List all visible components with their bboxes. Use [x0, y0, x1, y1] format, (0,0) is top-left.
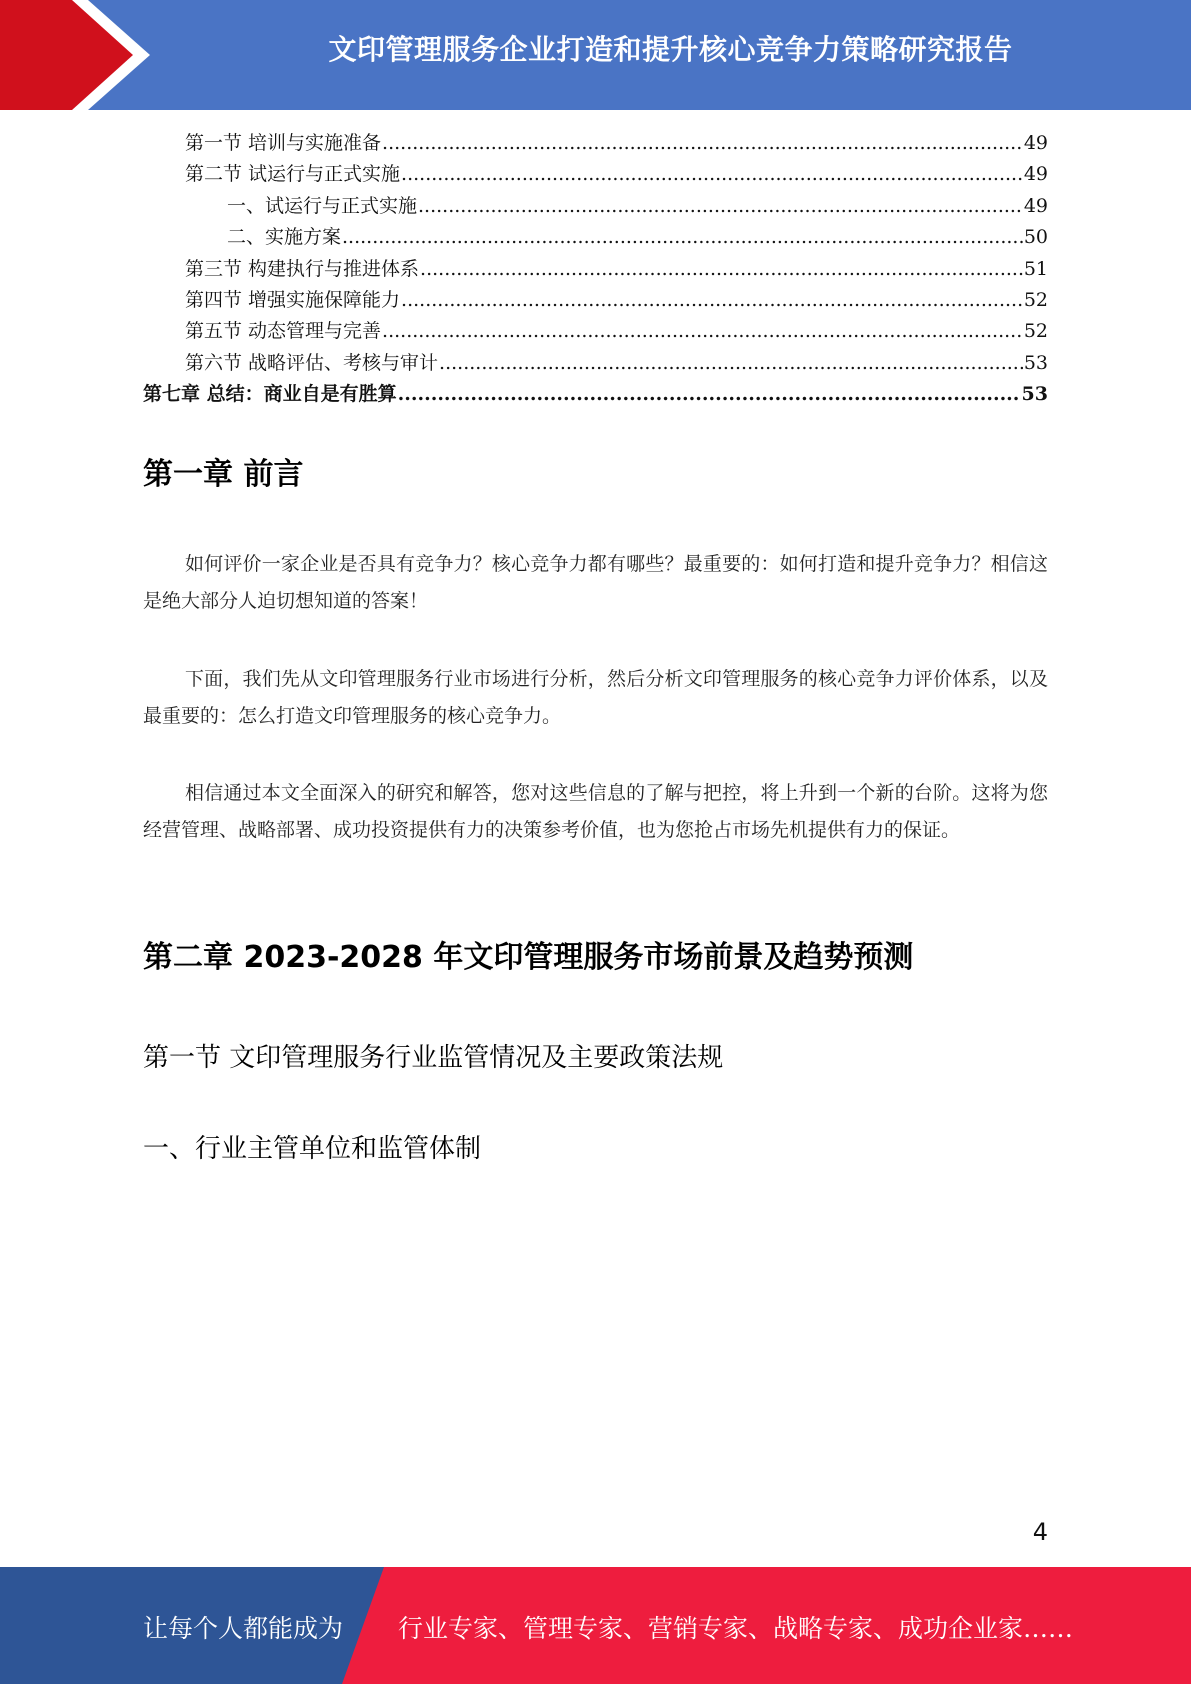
toc-entry-page: 49: [1023, 132, 1048, 154]
table-of-contents: [143, 128, 1048, 411]
chapter-1-heading: 第一章 前言: [143, 457, 304, 492]
toc-entry[interactable]: [143, 159, 1048, 190]
toc-dot-leader: [439, 348, 1023, 379]
toc-entry-title: 第六节 战略评估、考核与审计: [185, 351, 439, 374]
toc-entry-page: 52: [1023, 320, 1048, 343]
toc-dot-leader: [382, 316, 1023, 347]
toc-entry[interactable]: [143, 222, 1048, 253]
toc-entry-page: 53: [1021, 383, 1048, 406]
toc-entry-title: 二、实施方案: [227, 226, 342, 249]
toc-entry-title: 第三节 构建执行与推进体系: [185, 257, 420, 280]
page-footer: [0, 1567, 1191, 1684]
toc-dot-leader: [418, 191, 1023, 222]
toc-entry[interactable]: [143, 285, 1048, 316]
page-header: [0, 0, 1191, 110]
footer-slogan-left: 让每个人都能成为: [143, 1614, 344, 1643]
toc-dot-leader: [401, 159, 1023, 190]
toc-entry-title: 一、试运行与正式实施: [227, 194, 418, 217]
toc-dot-leader: [382, 128, 1023, 159]
toc-entry[interactable]: [143, 316, 1048, 347]
toc-entry-page: 49: [1023, 163, 1048, 186]
toc-entry-page: 50: [1023, 226, 1048, 249]
toc-entry-title: 第七章 总结：商业自是有胜算: [143, 383, 397, 406]
toc-dot-leader: [420, 254, 1023, 285]
toc-entry-page: 53: [1023, 351, 1048, 374]
section-heading: 第一节 文印管理服务行业监管情况及主要政策法规: [143, 1043, 724, 1073]
toc-dot-leader: [398, 379, 1021, 410]
toc-entry-title: 第五节 动态管理与完善: [185, 320, 382, 343]
toc-entry-title: 第一节 培训与实施准备: [185, 132, 382, 154]
toc-entry[interactable]: [143, 128, 1048, 159]
toc-entry[interactable]: [143, 348, 1048, 379]
header-chevron-decoration: [0, 0, 160, 110]
toc-chapter-entry[interactable]: [143, 379, 1048, 410]
toc-entry[interactable]: [143, 254, 1048, 285]
toc-entry-page: 52: [1023, 288, 1048, 311]
footer-slogan-right: 行业专家、管理专家、营销专家、战略专家、成功企业家……: [398, 1614, 1074, 1643]
paragraph: 下面，我们先从文印管理服务行业市场进行分析，然后分析文印管理服务的核心竞争力评价体系，以及最重要的：怎么打造文印管理服务的核心竞争力。: [143, 668, 1048, 727]
report-title: 文印管理服务企业打造和提升核心竞争力策略研究报告: [328, 33, 1013, 66]
toc-dot-leader: [401, 285, 1023, 316]
toc-entry[interactable]: [143, 191, 1048, 222]
toc-dot-leader: [342, 222, 1023, 253]
toc-entry-page: 51: [1023, 257, 1048, 280]
toc-entry-title: 第二节 试运行与正式实施: [185, 163, 401, 186]
page-number: 4: [1032, 1518, 1048, 1546]
subsection-heading: 一、行业主管单位和监管体制: [143, 1134, 482, 1164]
chapter-2-heading: 第二章 2023-2028 年文印管理服务市场前景及趋势预测: [143, 940, 914, 975]
paragraph: 如何评价一家企业是否具有竞争力？核心竞争力都有哪些？最重要的：如何打造和提升竞争力？相信这是绝大部分人迫切想知道的答案！: [143, 553, 1048, 612]
toc-entry-page: 49: [1023, 194, 1048, 217]
toc-entry-title: 第四节 增强实施保障能力: [185, 288, 401, 311]
paragraph: 相信通过本文全面深入的研究和解答，您对这些信息的了解与把控，将上升到一个新的台阶。这将为您经营管理、战略部署、成功投资提供有力的决策参考价值，也为您抢占市场先机提供有力的保证。: [143, 782, 1048, 841]
